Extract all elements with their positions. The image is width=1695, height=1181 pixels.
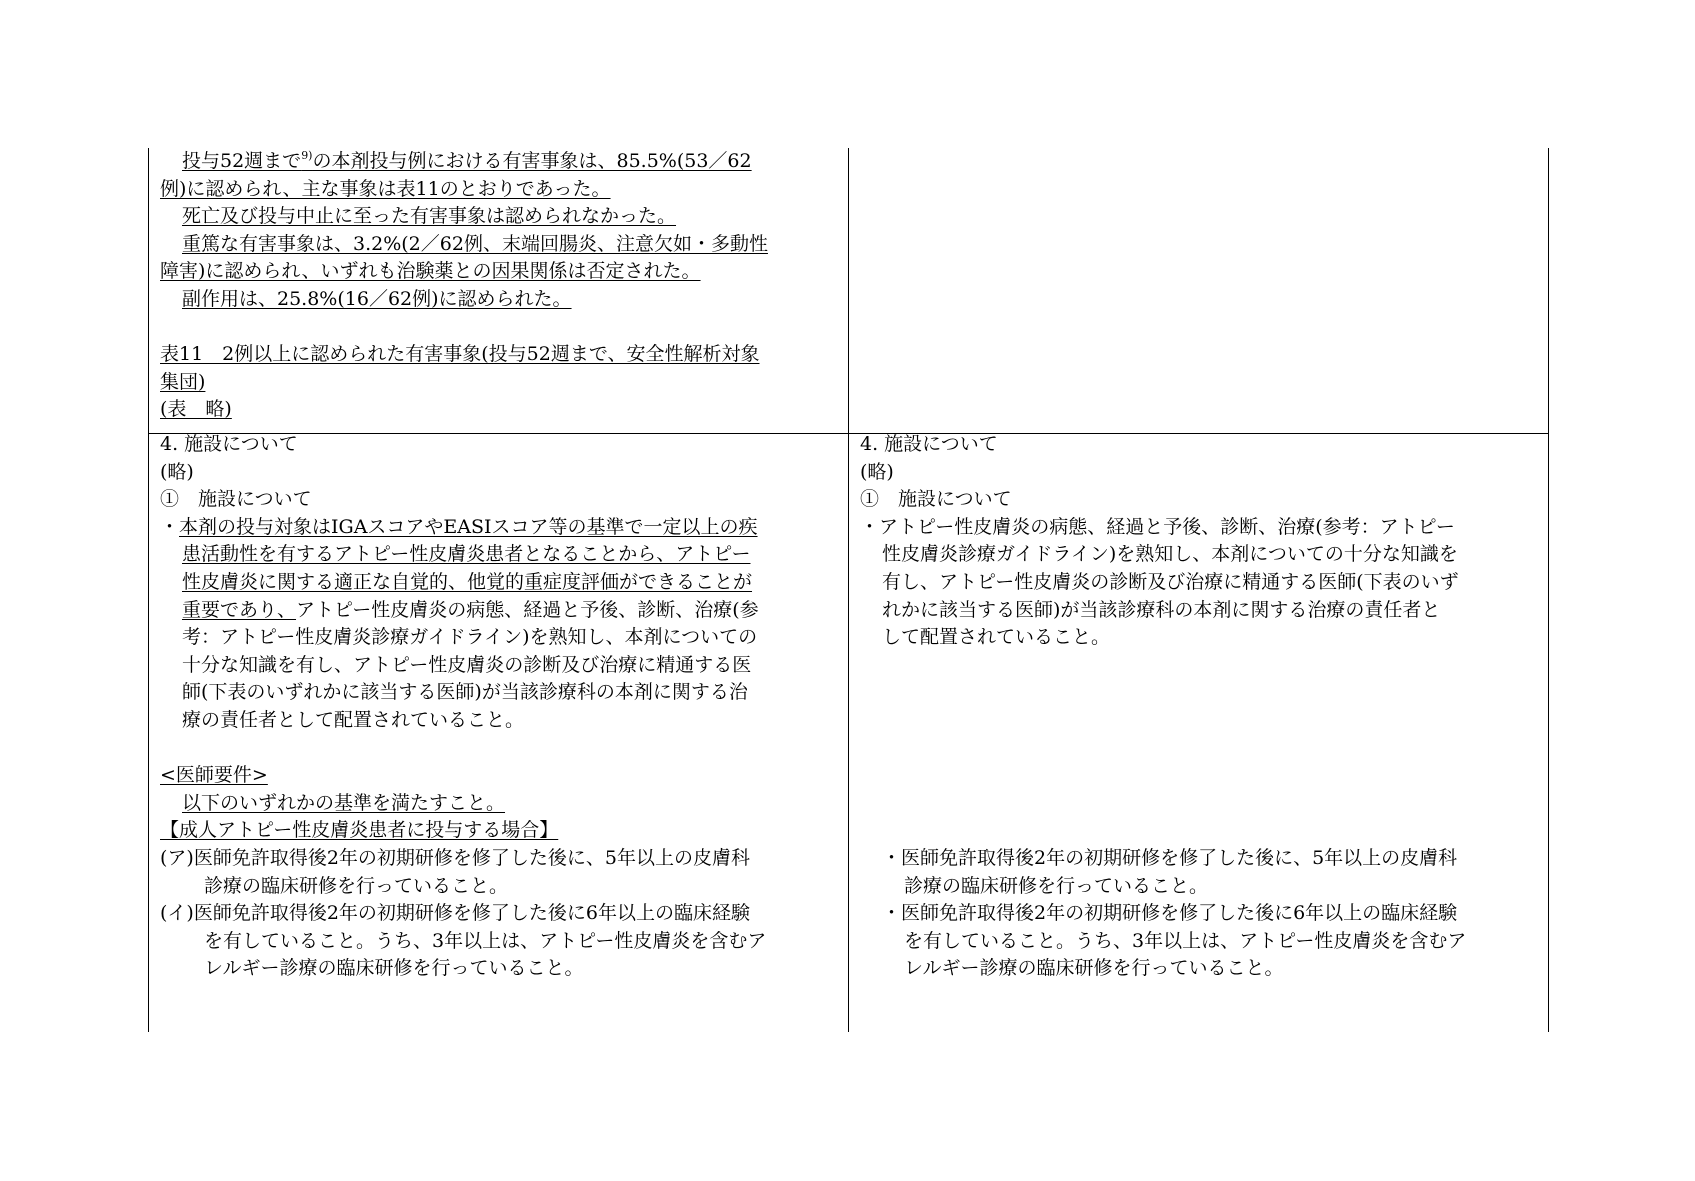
cell-bottom-right	[860, 431, 1546, 983]
section-heading: 4. 施設について	[160, 433, 298, 455]
table-border-middle	[848, 148, 849, 1032]
sub-heading: ① 施設について	[160, 488, 312, 511]
safety-paragraph-3-line-2: 障害)に認められ、いずれも治験薬との因果関係は否定された。	[160, 260, 701, 283]
omitted-note: (略)	[860, 460, 894, 483]
cell-top-left	[160, 148, 846, 424]
facility-bullet-line-8: 療の責任者として配置されていること。	[182, 708, 525, 731]
requirement-b-line-3: レルギー診療の臨床研修を行っていること。	[904, 957, 1284, 980]
requirement-a-line-1: (ア)医師免許取得後2年の初期研修を修了した後に、5年以上の皮膚科	[160, 846, 751, 869]
adult-patient-case-heading: 【成人アトピー性皮膚炎患者に投与する場合】	[160, 819, 559, 842]
facility-bullet-line-6: 十分な知識を有し、アトピー性皮膚炎の診断及び治療に精通する医	[182, 653, 752, 676]
facility-bullet-line-5: して配置されていること。	[882, 626, 1111, 649]
safety-paragraph-3-line-1: 重篤な有害事象は、3.2%(2／62例、末端回腸炎、注意欠如・多動性	[182, 232, 768, 255]
requirement-b-line-1: (イ)医師免許取得後2年の初期研修を修了した後に6年以上の臨床経験	[160, 902, 751, 925]
facility-bullet-line-3: 有し、アトピー性皮膚炎の診断及び治療に精通する医師(下表のいず	[882, 570, 1459, 593]
table-omitted-note: (表 略)	[160, 398, 232, 421]
facility-bullet-line-2: 性皮膚炎診療ガイドライン)を熟知し、本剤についての十分な知識を	[882, 543, 1458, 566]
table-caption-line-1: 表11 2例以上に認められた有害事象(投与52週まで、安全性解析対象	[160, 343, 760, 366]
sub-heading: ① 施設について	[860, 488, 1012, 511]
safety-paragraph-2: 死亡及び投与中止に至った有害事象は認められなかった。	[182, 205, 677, 228]
comparison-table	[148, 148, 1548, 1032]
table-border-left	[148, 148, 149, 1032]
facility-bullet-line-5: 考：アトピー性皮膚炎診療ガイドライン)を熟知し、本剤についての	[182, 626, 758, 649]
omitted-note: (略)	[160, 460, 194, 483]
table-border-right	[1548, 148, 1549, 1032]
requirement-a-line-2: 診療の臨床研修を行っていること。	[204, 874, 509, 897]
requirement-a-line-2: 診療の臨床研修を行っていること。	[904, 874, 1209, 897]
facility-bullet-line-2: 患活動性を有するアトピー性皮膚炎患者となることから、アトピー	[182, 543, 751, 566]
safety-paragraph-1-line-1: 投与52週まで$^{9)}$の本剤投与例における有害事象は、85.5%(53／62	[182, 149, 752, 172]
facility-bullet-line-7: 師(下表のいずれかに該当する医師)が当該診療科の本剤に関する治	[182, 681, 748, 704]
requirement-b-line-2: を有していること。うち、3年以上は、アトピー性皮膚炎を含むア	[904, 929, 1467, 952]
facility-bullet-line-1: ・本剤の投与対象はIGAスコアやEASIスコア等の基準で一定以上の疾	[160, 515, 758, 538]
cell-bottom-left	[160, 431, 846, 983]
requirement-a-line-1: ・医師免許取得後2年の初期研修を修了した後に、5年以上の皮膚科	[882, 846, 1458, 869]
physician-requirements-heading: <医師要件>	[160, 764, 268, 787]
safety-paragraph-1-line-2: 例)に認められ、主な事象は表11のとおりであった。	[160, 177, 611, 200]
requirement-b-line-1: ・医師免許取得後2年の初期研修を修了した後に6年以上の臨床経験	[882, 902, 1458, 925]
safety-paragraph-4: 副作用は、25.8%(16／62例)に認められた。	[182, 287, 572, 310]
requirement-b-line-3: レルギー診療の臨床研修を行っていること。	[204, 957, 584, 980]
physician-requirements-intro: 以下のいずれかの基準を満たすこと。	[182, 791, 506, 814]
facility-bullet-line-4: 重要であり、アトピー性皮膚炎の病態、経過と予後、診断、治療(参	[182, 598, 759, 621]
section-heading: 4. 施設について	[860, 433, 998, 455]
facility-bullet-line-1: ・アトピー性皮膚炎の病態、経過と予後、診断、治療(参考：アトピー	[860, 515, 1455, 538]
requirement-b-line-2: を有していること。うち、3年以上は、アトピー性皮膚炎を含むア	[204, 929, 767, 952]
table-caption-line-2: 集団)	[160, 370, 206, 393]
facility-bullet-line-3: 性皮膚炎に関する適正な自覚的、他覚的重症度評価ができることが	[182, 570, 753, 593]
facility-bullet-line-4: れかに該当する医師)が当該診療科の本剤に関する治療の責任者と	[882, 598, 1441, 621]
